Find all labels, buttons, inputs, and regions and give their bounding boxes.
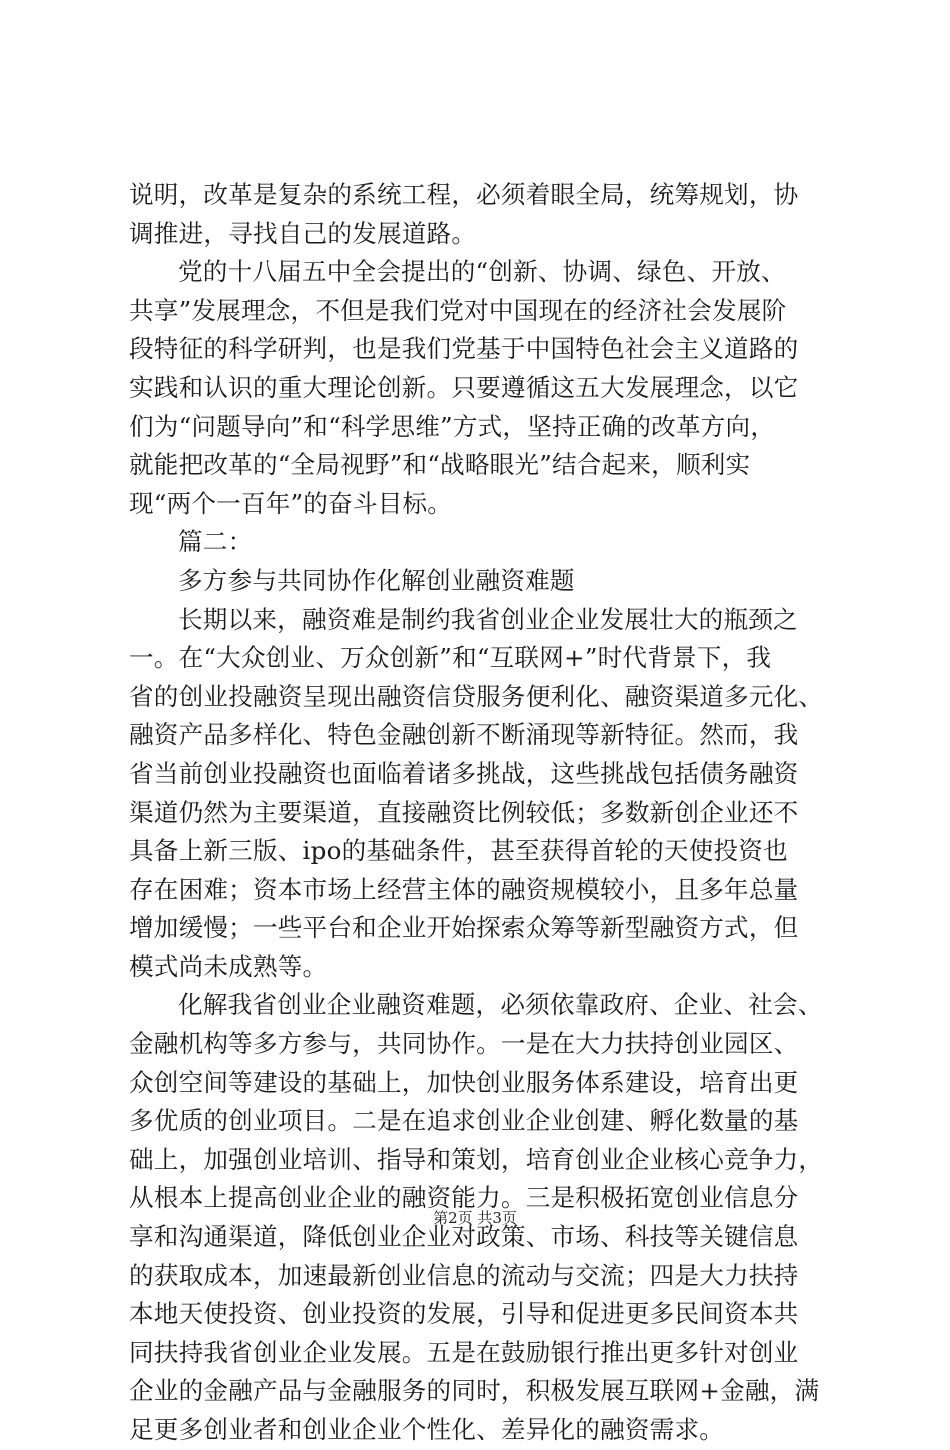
text-line: 多优质的创业项目。二是在追求创业企业创建、孵化数量的基 xyxy=(129,1106,799,1136)
text-line: 化解我省创业企业融资难题，必须依靠政府、企业、社会、 xyxy=(178,990,823,1020)
text-line: 的获取成本，加速最新创业信息的流动与交流；四是大力扶持 xyxy=(129,1260,799,1290)
text-line: 足更多创业者和创业企业个性化、差异化的融资需求。 xyxy=(129,1415,725,1444)
text-line: 础上，加强创业培训、指导和策划，培育创业企业核心竞争力， xyxy=(129,1144,824,1174)
text-line: 说明，改革是复杂的系统工程，必须着眼全局，统筹规划，协 xyxy=(129,180,799,209)
text-line: 调推进，寻找自己的发展道路。 xyxy=(129,218,477,248)
text-line: 模式尚未成熟等。 xyxy=(129,951,328,981)
document-body xyxy=(129,176,831,1450)
text-line: 实践和认识的重大理论创新。只要遵循这五大发展理念，以它 xyxy=(129,372,799,402)
text-line: 渠道仍然为主要渠道，直接融资比例较低；多数新创企业还不 xyxy=(129,797,799,827)
page-footer: 第2页 共3页 xyxy=(433,1209,517,1227)
text-line: 同扶持我省创业企业发展。五是在鼓励银行推出更多针对创业 xyxy=(129,1337,799,1367)
text-line: 享和沟通渠道，降低创业企业对政策、市场、科技等关键信息 xyxy=(129,1222,799,1252)
text-line: 一。在“大众创业、万众创新”和“互联网+”时代背景下，我 xyxy=(129,643,772,673)
text-line: 们为“问题导向”和“科学思维”方式，坚持正确的改革方向， xyxy=(129,411,776,441)
text-line: 党的十八届五中全会提出的“创新、协调、绿色、开放、 xyxy=(178,257,786,287)
text-line: 从根本上提高创业企业的融资能力。三是积极拓宽创业信息分 xyxy=(129,1183,799,1213)
text-line: 共享”发展理念，不但是我们党对中国现在的经济社会发展阶 xyxy=(129,295,787,325)
text-line: 金融机构等多方参与，共同协作。一是在大力扶持创业园区、 xyxy=(129,1029,799,1059)
text-line: 省当前创业投融资也面临着诸多挑战，这些挑战包括债务融资 xyxy=(129,758,799,788)
text-line: 多方参与共同协作化解创业融资难题 xyxy=(178,565,575,595)
text-line: 具备上新三版、ipo的基础条件，甚至获得首轮的天使投资也 xyxy=(129,836,788,866)
text-line: 长期以来，融资难是制约我省创业企业发展壮大的瓶颈之 xyxy=(178,604,798,634)
text-line: 融资产品多样化、特色金融创新不断涌现等新特征。然而，我 xyxy=(129,720,799,750)
text-line: 省的创业投融资呈现出融资信贷服务便利化、融资渠道多元化、 xyxy=(129,681,824,711)
text-line: 现“两个一百年”的奋斗目标。 xyxy=(129,488,453,518)
text-line: 增加缓慢；一些平台和企业开始探索众筹等新型融资方式，但 xyxy=(129,913,799,943)
text-line: 存在困难；资本市场上经营主体的融资规模较小，且多年总量 xyxy=(129,874,799,904)
text-line: 段特征的科学研判，也是我们党基于中国特色社会主义道路的 xyxy=(129,334,799,364)
text-line: 众创空间等建设的基础上，加快创业服务体系建设，培育出更 xyxy=(129,1067,799,1097)
text-line: 就能把改革的“全局视野”和“战略眼光”结合起来，顺利实 xyxy=(129,450,751,480)
text-line: 本地天使投资、创业投资的发展，引导和促进更多民间资本共 xyxy=(129,1299,799,1329)
text-line: 企业的金融产品与金融服务的同时，积极发展互联网+金融，满 xyxy=(129,1376,820,1406)
text-line: 篇二： xyxy=(178,527,253,557)
